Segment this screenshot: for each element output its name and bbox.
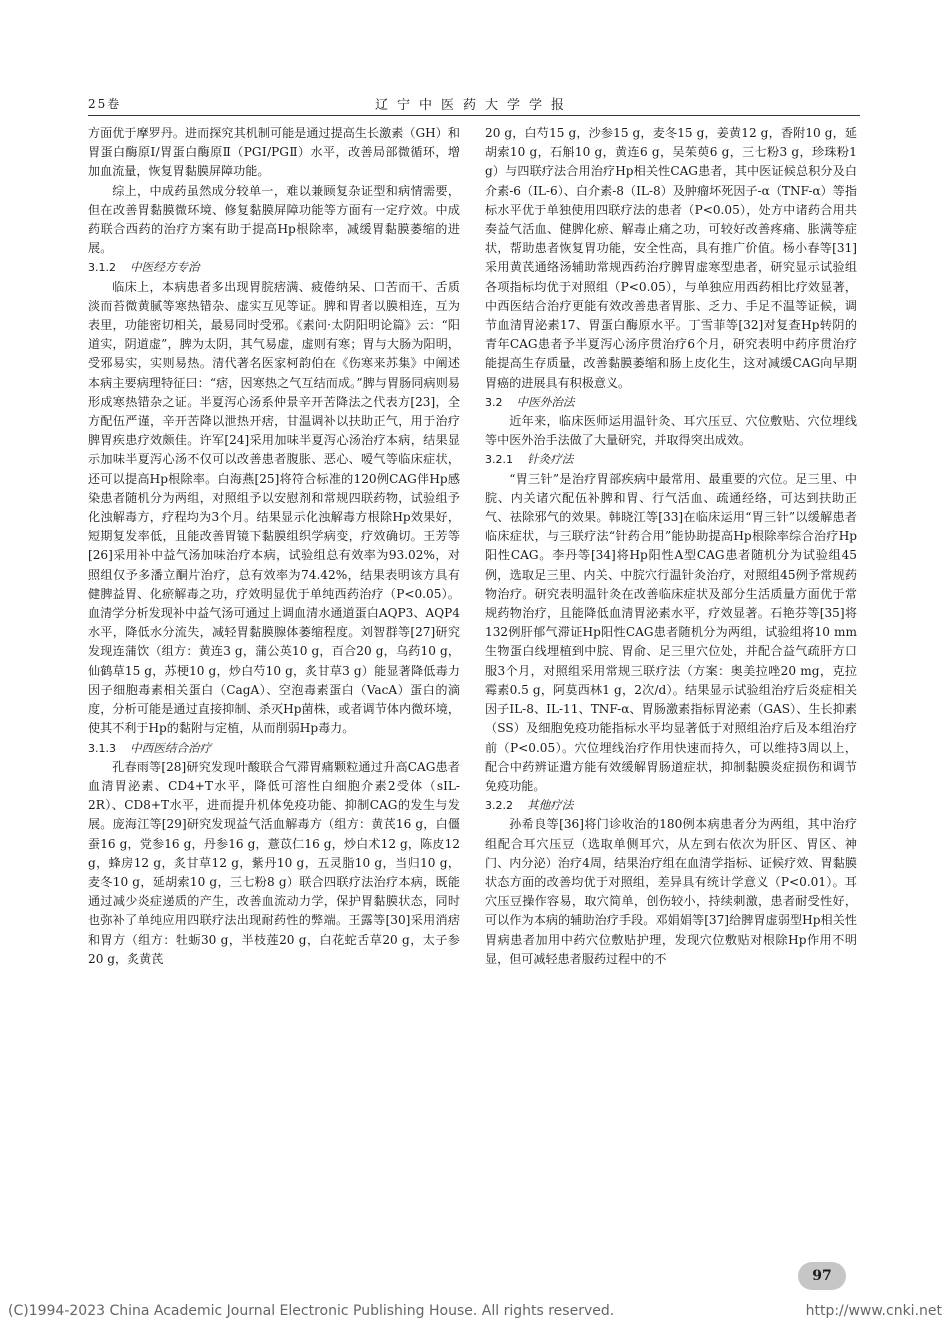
section-number: 3.2.2 — [485, 799, 513, 813]
body-paragraph: 孙希良等[36]将门诊收治的180例本病患者分为两组，其中治疗组配合耳穴压豆（选取单侧耳穴，从左到右依次为肝区、胃区、神门、内分泌）治疗4周，结果治疗组在血清学指标、证候疗效、胃黏膜状态方面的改善均优于对照组，差异具有统计学意义（P<0.01）。耳穴压豆操作容易，取穴简单，创伤较小，持续刺激，患者耐受性好，可以作为本病的辅助治疗手段。邓娟娟等[37]给脾胃虚弱型Hp相关性胃病患者加用中药穴位敷贴护理，发现穴位敷贴对根除Hp作用不明显，但可减轻患者服药过程中的不 — [485, 817, 857, 966]
left-column — [88, 124, 460, 969]
cnki-link[interactable]: http://www.cnki.net — [805, 1303, 942, 1319]
right-column — [485, 124, 857, 969]
section-title: 中医经方专治 — [130, 260, 200, 275]
body-paragraph: “胃三针”是治疗胃部疾病中最常用、最重要的穴位。足三里、中脘、内关诸穴配伍补脾和胃、行气活血、疏通经络，可达到扶助正气、祛除邪气的效果。韩晓江等[33]在临床运用“胃三针”以缓解患者临床症状，与三联疗法“针药合用”能协助提高Hp根除率综合治疗Hp阳性CAG。李丹等[34]将Hp阳性A型CAG患者随机分为试验组45例，选取足三里、内关、中脘穴行温针灸治疗，对照组45例予常规药物治疗。研究表明温针灸在改善临床症状及部分生活质量方面优于常规药物治疗，且能降低血清胃泌素水平，疗效显著。石艳芬等[35]将132例肝郁气滞证Hp阳性CAG患者随机分为两组，试验组将10 mm生物蛋白线埋植到中脘、胃俞、足三里穴位处，并配合益气疏肝方口服3个月，对照组采用常规三联疗法（方案：奥美拉唑20 mg，克拉霉素0.5 g，阿莫西林1 g，2次/d）。结果显示试验组治疗后炎症相关因子IL-8、IL-11、TNF-α、胃肠激素指标胃泌素（GAS）、生长抑素（SS）及细胞免疫功能指标水平均显著低于对照组治疗后及本组治疗前（P<0.05）。穴位埋线治疗作用快速而持久，可以维持3周以上，配合中药辨证遣方能有效缓解胃肠道症状，抑制黏膜炎症损伤和调节免疫功能。 — [485, 471, 857, 793]
page-number: 97 — [798, 1262, 846, 1290]
section-heading — [485, 796, 857, 815]
volume-label: 25卷 — [88, 97, 122, 111]
running-header — [88, 93, 860, 116]
body-paragraph: 综上，中成药虽然成分较单一，难以兼顾复杂证型和病情需要，但在改善胃黏膜微环境、修复黏膜屏障功能等方面有一定疗效。中成药联合西药的治疗方案有助于提高Hp根除率，减缓胃黏膜萎缩的进展。 — [88, 183, 460, 256]
section-heading — [485, 393, 857, 412]
body-paragraph: 临床上，本病患者多出现胃脘痞满、疲倦纳呆、口苦而干、舌质淡而苔微黄腻等寒热错杂、虚实互见等证。脾和胃者以膜相连，互为表里，功能密切相关，最易同时受邪。《素问·太阴阳明论篇》云：“阳道实，阴道虚”，脾为太阴，其气易虚，虚则有寒；胃与大肠为阳明，受邪易实，实则易热。清代著名医家柯韵伯在《伤寒来苏集》中阐述本病主要病理特征曰：“痞，因寒热之气互结而成。”脾与胃肠同病则易形成寒热错杂之证。半夏泻心汤系仲景辛开苦降法之代表方[23]，全方配伍严谨，辛开苦降以泄热开痞，甘温调补以扶助正气，用于治疗脾胃疾患疗效颇佳。许军[24]采用加味半夏泻心汤治疗本病，结果显示加味半夏泻心汤不仅可以改善患者腹胀、恶心、嗳气等临床症状，还可以提高Hp根除率。白海燕[25]将符合标准的120例CAG伴Hp感染患者随机分为两组，对照组予以安慰剂和常规四联药物，试验组予化浊解毒方，疗程均为3个月。结果显示化浊解毒方根除Hp效果好，短期复发率低，且能改善胃镜下黏膜组织学病变，疗效确切。王芳等[26]采用补中益气汤加味治疗本病，试验组总有效率为93.02%，对照组仅予多潘立酮片治疗，总有效率为74.42%，结果表明该方具有健脾益胃、化瘀解毒之功，疗效明显优于单纯西药治疗（P<0.05）。血清学分析发现补中益气汤可通过上调血清水通道蛋白AQP3、AQP4水平，降低水分流失，减轻胃黏膜腺体萎缩程度。刘智群等[27]研究发现连蒲饮（组方：黄连3 g，蒲公英10 g，百合20 g，乌药10 g，仙鹤草15 g，苏梗10 g，炒白芍10 g，炙甘草3 g）能显著降低毒力因子细胞毒素相关蛋白（CagA）、空泡毒素蛋白（VacA）蛋白的滴度，分析可能是通过直接抑制、杀灭Hp菌株，或者调节体内微环境，使其不利于Hp的黏附与定植，从而削弱Hp毒力。 — [88, 279, 460, 736]
section-title: 中医外治法 — [516, 394, 575, 409]
section-heading — [485, 450, 857, 469]
body-paragraph: 近年来，临床医师运用温针灸、耳穴压豆、穴位敷贴、穴位埋线等中医外治手法做了大量研究，并取得突出成效。 — [485, 414, 857, 448]
journal-title: 辽宁中医药大学学报 — [374, 98, 573, 113]
section-title: 针灸疗法 — [527, 452, 574, 467]
section-number: 3.2.1 — [485, 453, 513, 467]
section-number: 3.1.3 — [88, 741, 116, 755]
section-title: 中西医结合治疗 — [130, 740, 212, 755]
section-number: 3.1.2 — [88, 261, 116, 275]
section-heading — [88, 258, 460, 277]
section-number: 3.2 — [485, 395, 503, 409]
body-paragraph: 20 g，白芍15 g，沙参15 g，麦冬15 g，姜黄12 g，香附10 g，延胡索10 g，石斛10 g，黄连6 g，吴茱萸6 g，三七粉3 g，珍珠粉1 g）与四联疗法合用治疗Hp相关性CAG患者，其中医证候总积分及白介素-6（IL-6）、白介素-8（IL-8）及肿瘤坏死因子-α（TNF-α）等指标水平优于单独使用四联疗法的患者（P<0.05），处方中诸药合用共奏益气活血、健脾化瘀、解毒止痛之功，可较好改善疼痛、胀满等症状，帮助患者恢复胃功能，安全性高，具有推广价值。杨小春等[31]采用黄芪通络汤辅助常规西药治疗脾胃虚寒型患者，研究显示试验组各项指标均优于对照组（P<0.05），与单独应用西药相比疗效显著，中西医结合治疗更能有效改善患者胃胀、乏力、手足不温等证候，调节血清胃泌素17、胃蛋白酶原水平。丁雪菲等[32]对复查Hp转阴的青年CAG患者予半夏泻心汤序贯治疗6个月，研究表明中药序贯治疗能提高生存质量，改善黏膜萎缩和肠上皮化生，这对减缓CAG向早期胃癌的进展具有积极意义。 — [485, 126, 857, 390]
section-heading — [88, 739, 460, 758]
copyright-notice: (C)1994-2023 China Academic Journal Electronic Publishing House. All rights reserved. — [8, 1303, 615, 1319]
section-title: 其他疗法 — [527, 798, 574, 813]
body-paragraph: 方面优于摩罗丹。进而探究其机制可能是通过提高生长激素（GH）和胃蛋白酶原Ⅰ/胃蛋白酶原Ⅱ（PGⅠ/PGⅡ）水平，改善局部微循环，增加血流量，恢复胃黏膜屏障功能。 — [88, 126, 460, 179]
body-paragraph: 孔春雨等[28]研究发现叶酸联合气滞胃痛颗粒通过升高CAG患者血清胃泌素、CD4+T水平，降低可溶性白细胞介素2受体（sIL-2R）、CD8+T水平，进而提升机体免疫功能、抑制CAG的发生与发展。庞海江等[29]研究发现益气活血解毒方（组方：黄芪16 g，白僵蚕16 g，党参16 g，丹参16 g，薏苡仁16 g，炒白术12 g，陈皮12 g，蜂房12 g，炙甘草12 g，紫丹10 g，五灵脂10 g，当归10 g，麦冬10 g，延胡索10 g，三七粉8 g）联合四联疗法治疗本病，既能通过减少炎症递质的产生，改善血流动力学，保护胃黏膜状态，同时也弥补了单纯应用四联疗法出现耐药性的弊端。王露等[30]采用消痞和胃方（组方：牡蛎30 g，半枝莲20 g，白花蛇舌草20 g，太子参20 g，炙黄芪 — [88, 759, 460, 966]
footer — [8, 1303, 942, 1319]
